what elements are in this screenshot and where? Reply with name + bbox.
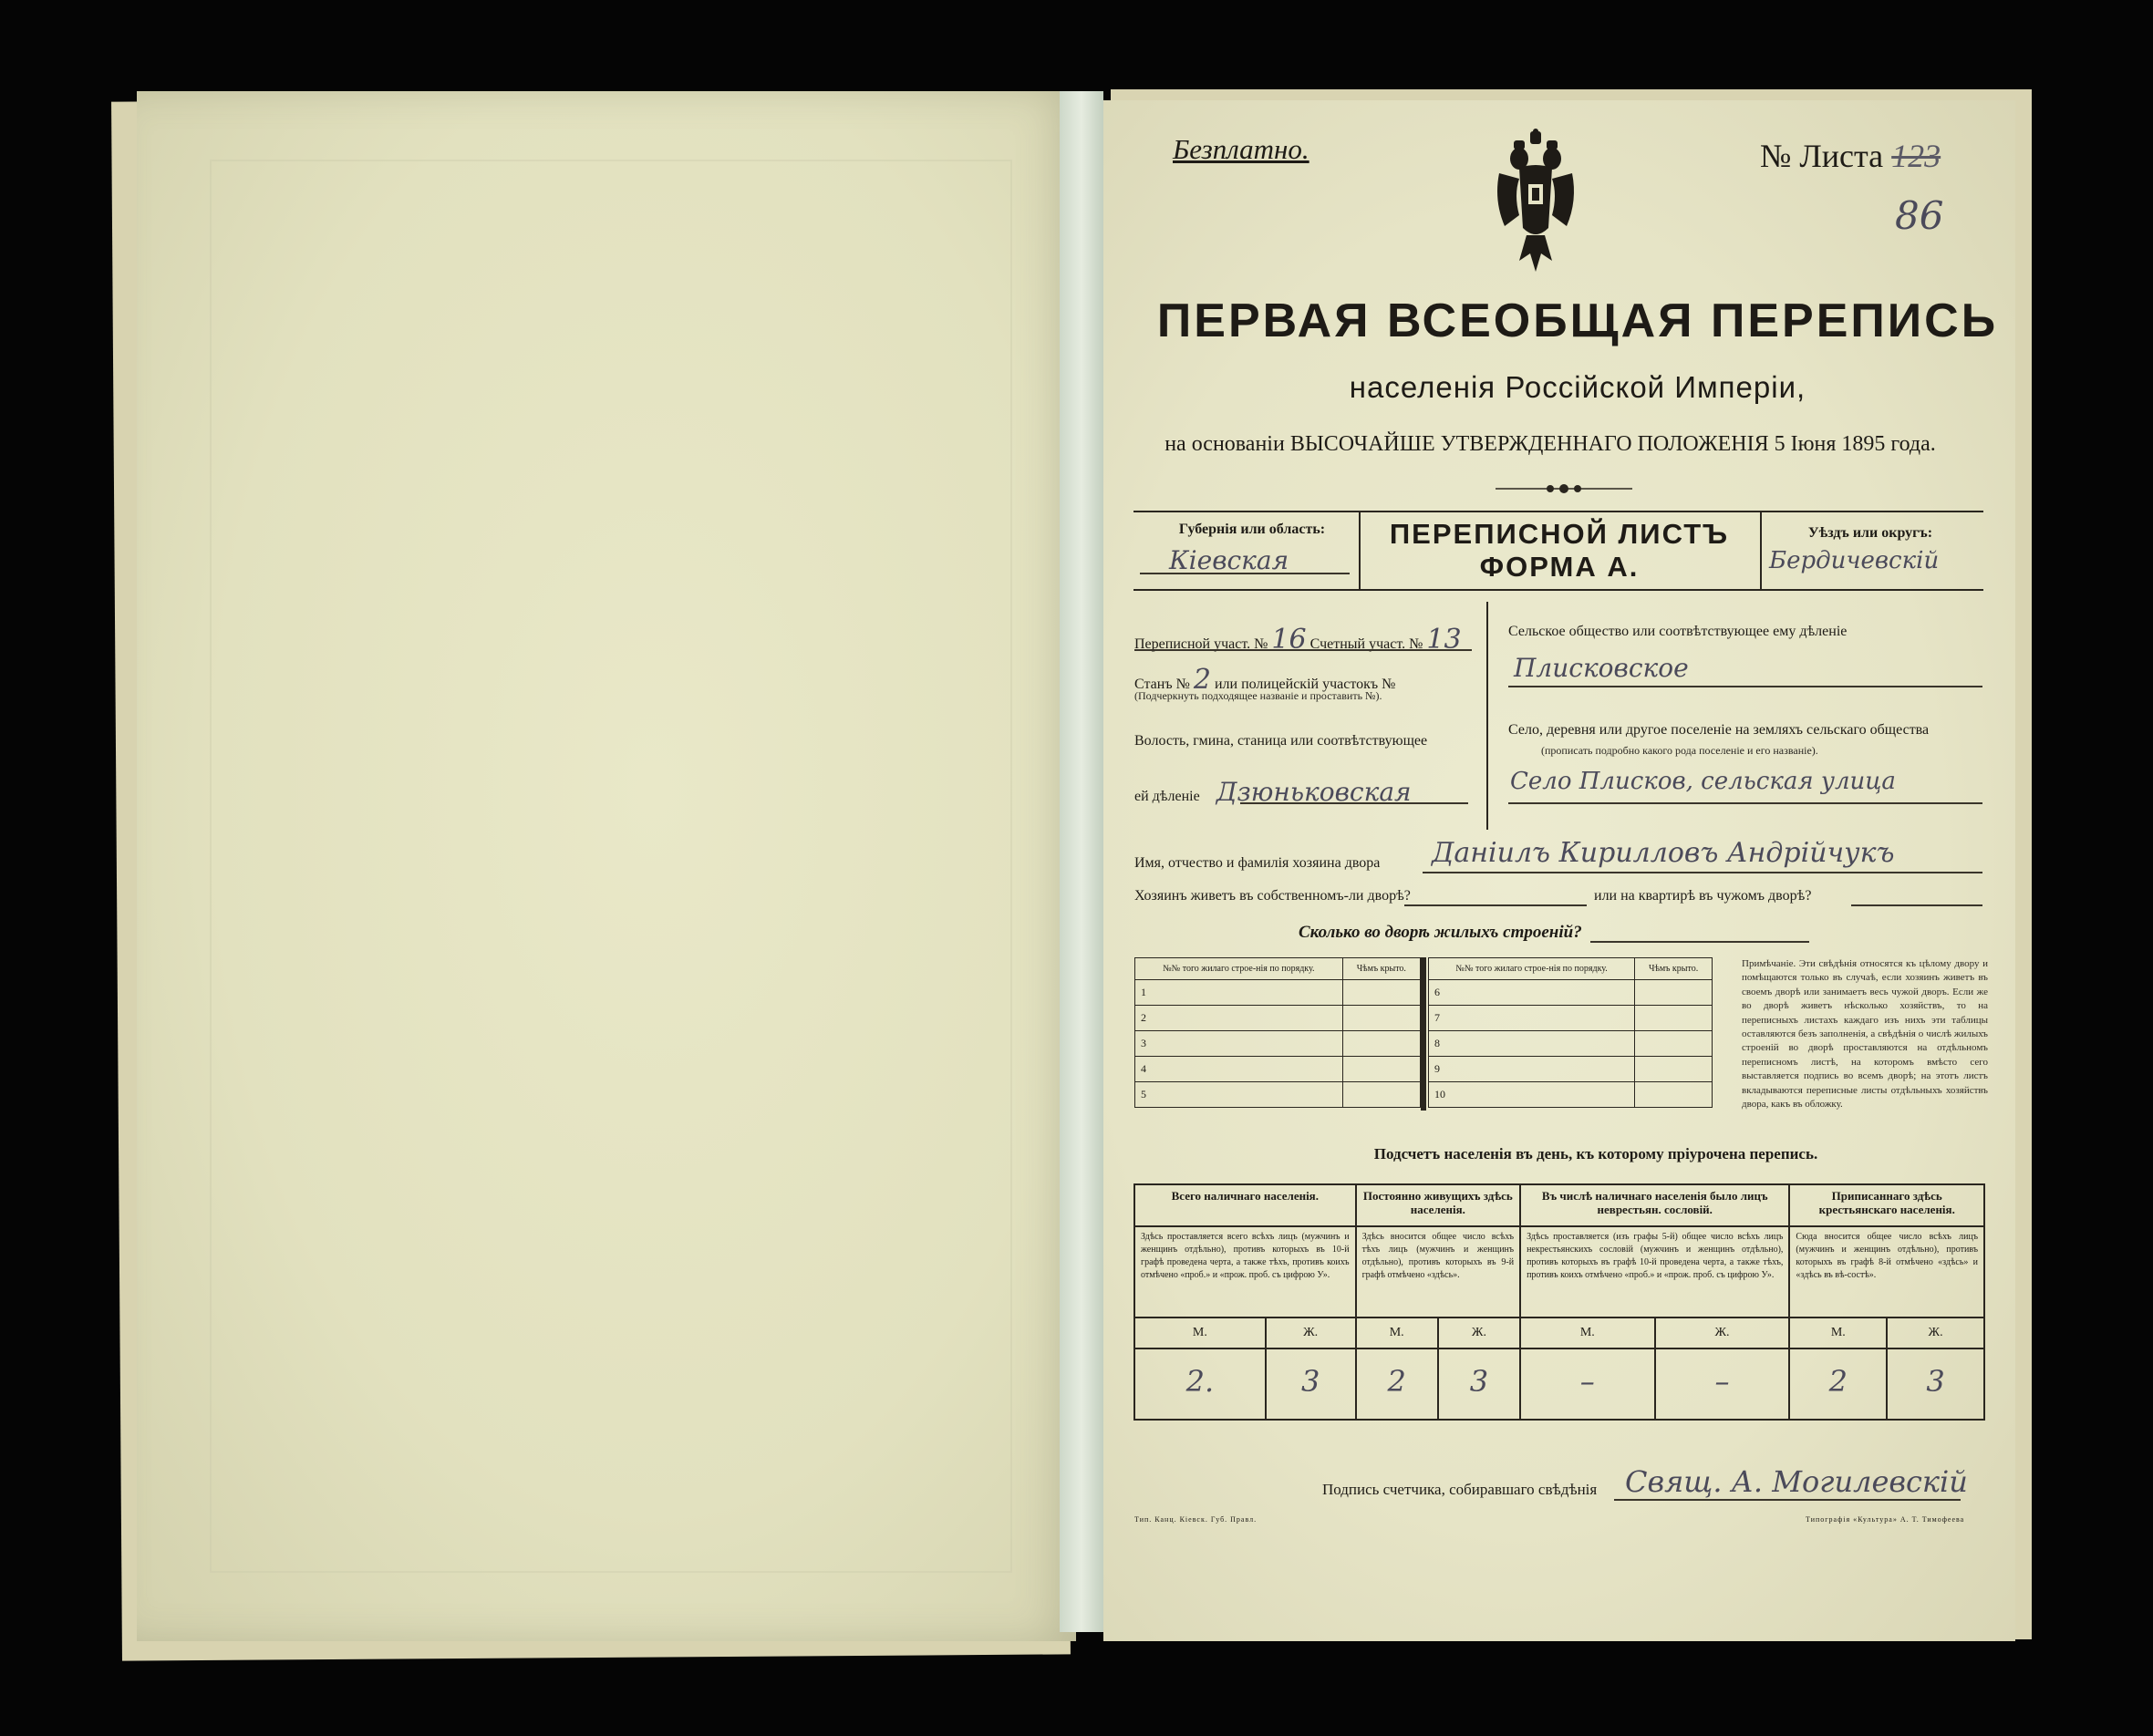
left-page-watermark-frame xyxy=(210,160,1012,1573)
page-title: ПЕРВАЯ ВСЕОБЩАЯ ПЕРЕПИСЬ xyxy=(1156,294,1999,347)
pop-group-desc: Здѣсь проставляется всего всѣхъ лицъ (мужчинъ и женщинъ отдѣльно), противъ которыхъ въ 10-й графѣ проведена черта, а также тѣхъ, противъ коихъ отмѣчено «проб.» и «прож. проб. съ цифрою У». xyxy=(1134,1226,1356,1318)
lives-underline xyxy=(1404,904,1587,906)
apartment-underline xyxy=(1851,904,1982,906)
village-label: Село, деревня или другое поселеніе на земляхъ сельскаго общества xyxy=(1508,722,1930,738)
house-row-num: 3 xyxy=(1135,1031,1343,1057)
pop-female-label: Ж. xyxy=(1438,1318,1520,1348)
printer-imprint-right: Типографія «Культура» А. Т. Тимофеева xyxy=(1806,1515,1965,1524)
house-roof-cell xyxy=(1635,1031,1713,1057)
pop-value-cell: 2 xyxy=(1789,1348,1887,1420)
society-value: Плисковское xyxy=(1514,653,1689,683)
header-divider-right xyxy=(1760,511,1762,591)
form-title-line2: ФОРМА А. xyxy=(1479,551,1640,583)
apartment-label: или на квартирѣ въ чужомъ дворѣ? xyxy=(1594,888,1812,904)
pop-male-label: М. xyxy=(1356,1318,1438,1348)
fields-column-divider xyxy=(1486,602,1488,830)
district-underline xyxy=(1134,649,1472,651)
house-row-num: 10 xyxy=(1429,1082,1635,1108)
house-row-num: 8 xyxy=(1429,1031,1635,1057)
population-table xyxy=(1133,1183,1985,1421)
pop-female-label: Ж. xyxy=(1887,1318,1984,1348)
gubernia-label: Губернія или область: xyxy=(1178,522,1326,537)
volost-underline xyxy=(1240,802,1468,804)
signature-value: Свящ. А. Могилевскій xyxy=(1625,1464,1968,1499)
houses-table-left xyxy=(1134,957,1421,1108)
houses-table-separator xyxy=(1421,957,1426,1111)
houses-table-right xyxy=(1428,957,1713,1108)
society-label: Сельское общество или соотвѣтствующее ему дѣленіе xyxy=(1508,624,1848,639)
house-row-num: 1 xyxy=(1135,980,1343,1006)
volost-value: Дзюньковская xyxy=(1216,777,1412,807)
pop-value-cell: 2. xyxy=(1134,1348,1266,1420)
sheet-number xyxy=(1760,137,1941,175)
village-note: (прописать подробно какого рода поселеніе и его названіе). xyxy=(1541,744,1818,757)
house-col-no: №№ того жилаго строе-нія по порядку. xyxy=(1429,958,1635,980)
buildings-question: Сколько во дворѣ жилыхъ строеній? xyxy=(1299,923,1582,942)
pop-male-label: М. xyxy=(1134,1318,1266,1348)
printer-imprint-left: Тип. Канц. Кіевск. Губ. Правл. xyxy=(1134,1515,1258,1524)
house-roof-cell xyxy=(1342,980,1420,1006)
signature-underline xyxy=(1614,1499,1961,1501)
volost-label: Волость, гмина, станица или соотвѣтствующее xyxy=(1134,733,1428,749)
house-roof-cell xyxy=(1635,1006,1713,1031)
house-roof-cell xyxy=(1342,1057,1420,1082)
house-row-num: 7 xyxy=(1429,1006,1635,1031)
double-headed-eagle-icon xyxy=(1492,128,1579,281)
left-blank-page xyxy=(137,91,1076,1641)
pop-female-label: Ж. xyxy=(1655,1318,1790,1348)
pop-value-cell: – xyxy=(1520,1348,1654,1420)
pop-male-label: М. xyxy=(1520,1318,1654,1348)
house-roof-cell xyxy=(1635,980,1713,1006)
sheet-number-struck: 123 xyxy=(1891,138,1941,174)
pop-value-cell: 3 xyxy=(1266,1348,1356,1420)
house-roof-cell xyxy=(1342,1082,1420,1108)
house-roof-cell xyxy=(1635,1057,1713,1082)
count-district-value: 13 xyxy=(1426,624,1462,656)
count-district-label: Счетный участ. № xyxy=(1309,636,1423,652)
pop-value-cell: – xyxy=(1655,1348,1790,1420)
house-row-num: 5 xyxy=(1135,1082,1343,1108)
stan-note: (Подчеркнуть подходящее названіе и проставить №). xyxy=(1134,689,1382,702)
free-label: Безплатно. xyxy=(1173,133,1309,165)
pop-group-title: Въ числѣ наличнаго населенія было лицъ неврестьян. сословій. xyxy=(1520,1184,1789,1226)
house-roof-cell xyxy=(1635,1082,1713,1108)
owner-label: Имя, отчество и фамилія хозяина двора xyxy=(1134,855,1381,871)
form-title-line1: ПЕРЕПИСНОЙ ЛИСТЪ xyxy=(1389,518,1730,550)
pop-group-desc: Здѣсь вносится общее число всѣхъ тѣхъ лицъ (мужчинъ и женщинъ отдѣльно), противъ которыхъ въ 9-й графѣ отмѣчено «здѣсь». xyxy=(1356,1226,1521,1318)
house-row-num: 6 xyxy=(1429,980,1635,1006)
uezd-value: Бердичевскій xyxy=(1769,547,1940,574)
volost-label-2: ей дѣленіе xyxy=(1134,789,1200,804)
house-roof-cell xyxy=(1342,1031,1420,1057)
pop-group-title: Всего наличнаго населенія. xyxy=(1134,1184,1356,1226)
census-district-label: Переписной участ. № xyxy=(1134,636,1268,652)
pop-group-desc: Сюда вносится общее число всѣхъ лицъ (мужчинъ и женщинъ отдѣльно), противъ которыхъ въ графѣ 8-й отмѣчено «здѣсь» и «здѣсь въ вѣ-состѣ». xyxy=(1789,1226,1984,1318)
page-subtitle: населенія Россійской Имперіи, xyxy=(1349,370,1806,404)
house-row-num: 2 xyxy=(1135,1006,1343,1031)
signature-label: Подпись счетчика, собиравшаго свѣдѣнія xyxy=(1322,1481,1598,1498)
buildings-underline xyxy=(1590,941,1809,943)
ornamental-divider xyxy=(1496,480,1632,498)
pop-male-label: М. xyxy=(1789,1318,1887,1348)
society-underline xyxy=(1508,686,1982,687)
sheet-number-handwritten: 86 xyxy=(1895,193,1944,238)
house-roof-cell xyxy=(1342,1006,1420,1031)
owner-underline xyxy=(1423,872,1982,873)
village-underline xyxy=(1508,802,1982,804)
pop-group-title: Приписаннаго здѣсь крестьянскаго населенія. xyxy=(1789,1184,1984,1226)
header-divider-left xyxy=(1359,511,1361,591)
stan-value: 2 xyxy=(1193,664,1211,696)
stan-suffix: или полицейскій участокъ № xyxy=(1214,677,1396,692)
population-title: Подсчетъ населенія въ день, къ которому пріурочена перепись. xyxy=(1373,1145,1818,1162)
houses-note: Примѣчаніе. Эти свѣдѣнія относятся къ цѣлому двору и помѣщаются только въ случаѣ, если хозяинъ живетъ въ своемъ дворѣ или занимаетъ весь чужой дворъ. Если же во дворѣ живетъ нѣсколько хозяйствъ, то на переписныхъ листахъ каждаго изъ нихъ эти таблицы оставляются безъ заполненія, а свѣдѣнія о числѣ жилыхъ строеній во дворѣ проставляются на отдѣльномъ переписномъ листѣ, на которомъ вмѣсто сего выставляется подпись во всемъ дворѣ; на этотъ листъ вкладываются переписные листы отдѣльныхъ хозяйствъ двора, какъ въ обложку. xyxy=(1742,958,1988,1111)
pop-group-desc: Здѣсь проставляется (изъ графы 5-й) общее число всѣхъ лицъ некрестьянскихъ сословій (мужчинъ и женщинъ отдѣльно), противъ которыхъ въ графѣ 10-й проведена черта, а также тѣхъ, противъ коихъ отмѣчено «проб.» и «прож. проб. съ цифрою У». xyxy=(1520,1226,1789,1318)
gubernia-underline xyxy=(1140,573,1350,574)
house-row-num: 4 xyxy=(1135,1057,1343,1082)
gubernia-value: Кіевская xyxy=(1169,545,1289,575)
village-value: Село Плисков, сельская улица xyxy=(1510,768,1896,795)
house-row-num: 9 xyxy=(1429,1057,1635,1082)
form-title xyxy=(1368,518,1751,584)
house-col-roof: Чѣмъ крыто. xyxy=(1342,958,1420,980)
stan-label: Станъ № xyxy=(1134,677,1190,692)
binding-spine xyxy=(1060,91,1103,1632)
pop-value-cell: 2 xyxy=(1356,1348,1438,1420)
pop-value-cell: 3 xyxy=(1887,1348,1984,1420)
sheet-number-label: № Листа xyxy=(1760,138,1884,174)
lives-label: Хозяинъ живетъ въ собственномъ-ли дворѣ? xyxy=(1134,888,1411,904)
uezd-label: Уѣздъ или округъ: xyxy=(1807,525,1933,541)
pop-group-title: Постоянно живущихъ здѣсь населенія. xyxy=(1356,1184,1521,1226)
census-district-value: 16 xyxy=(1271,624,1307,656)
house-col-no: №№ того жилаго строе-нія по порядку. xyxy=(1135,958,1343,980)
pop-value-cell: 3 xyxy=(1438,1348,1520,1420)
legal-basis-line: на основаніи ВЫСОЧАЙШЕ УТВЕРЖДЕННАГО ПОЛОЖЕНІЯ 5 Іюня 1895 года. xyxy=(1164,432,1936,456)
house-col-roof: Чѣмъ крыто. xyxy=(1635,958,1713,980)
pop-female-label: Ж. xyxy=(1266,1318,1356,1348)
owner-value: Даніилъ Кирилловъ Андрійчукъ xyxy=(1432,837,1895,869)
